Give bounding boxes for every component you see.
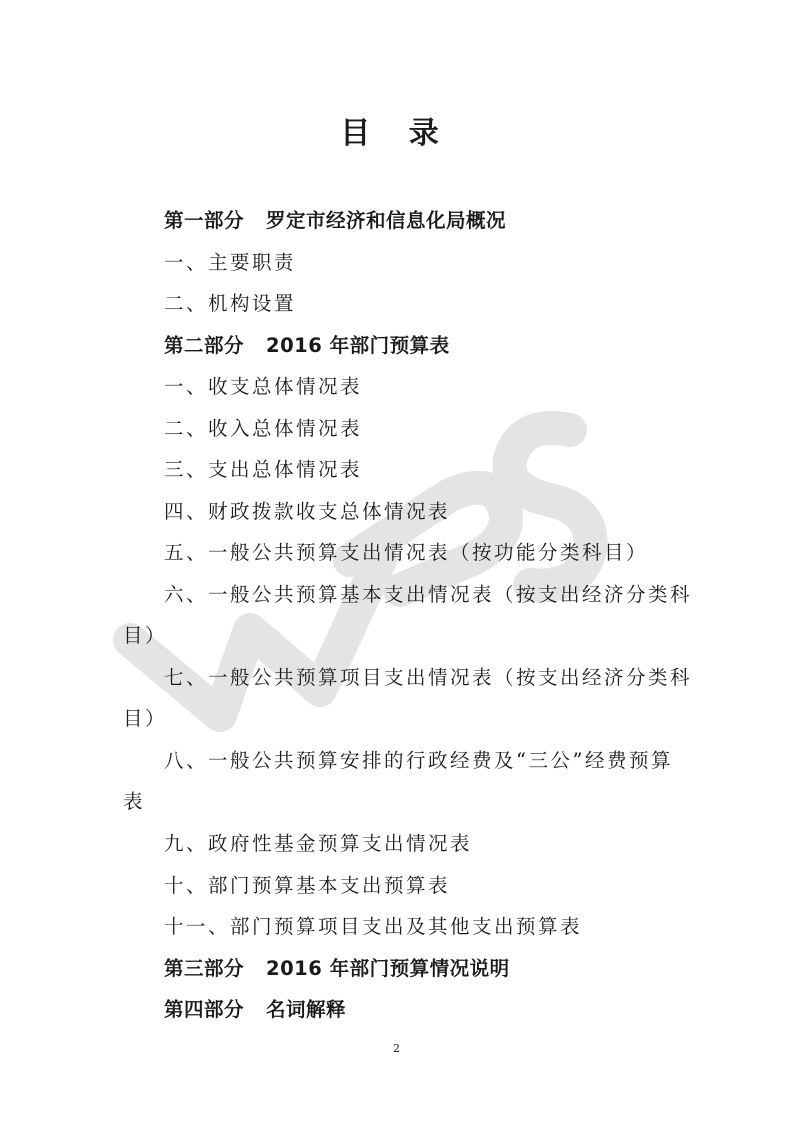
toc-part-4[interactable] xyxy=(164,996,346,1024)
page-title: 目 录 xyxy=(340,116,453,151)
toc-item[interactable]: 四、财政拨款收支总体情况表 xyxy=(164,500,451,523)
part-title: 名词解释 xyxy=(266,998,347,1021)
toc-item[interactable]: 六、一般公共预算基本支出情况表（按支出经济分类科 xyxy=(164,583,693,606)
toc-item[interactable]: 一、收支总体情况表 xyxy=(164,375,363,398)
toc-item[interactable]: 十、部门预算基本支出预算表 xyxy=(164,874,451,897)
part-label: 第四部分 xyxy=(164,998,245,1021)
toc-item[interactable]: 十一、部门预算项目支出及其他支出预算表 xyxy=(164,915,583,938)
toc-item-continuation[interactable]: 表 xyxy=(123,790,146,813)
toc-item[interactable]: 七、一般公共预算项目支出情况表（按支出经济分类科 xyxy=(164,666,693,689)
part-title: 罗定市经济和信息化局概况 xyxy=(266,209,507,232)
toc-item[interactable]: 三、支出总体情况表 xyxy=(164,458,363,481)
page-number: 2 xyxy=(393,1042,400,1055)
wps-watermark-icon xyxy=(100,390,660,750)
part-label: 第三部分 xyxy=(164,957,245,980)
toc-item-continuation[interactable]: 目） xyxy=(123,707,168,730)
part-title: 2016 年部门预算表 xyxy=(266,334,450,357)
part-label: 第二部分 xyxy=(164,334,245,357)
toc-item[interactable]: 五、一般公共预算支出情况表（按功能分类科目） xyxy=(164,541,649,564)
toc-part-2[interactable] xyxy=(164,332,450,360)
part-title: 2016 年部门预算情况说明 xyxy=(266,957,510,980)
toc-item[interactable]: 九、政府性基金预算支出情况表 xyxy=(164,832,473,855)
toc-part-1[interactable] xyxy=(164,207,506,235)
toc-part-3[interactable] xyxy=(164,955,510,983)
toc-item[interactable]: 二、收入总体情况表 xyxy=(164,417,363,440)
part-label: 第一部分 xyxy=(164,209,245,232)
toc-item[interactable]: 八、一般公共预算安排的行政经费及“三公”经费预算 xyxy=(164,749,673,772)
toc-item[interactable]: 一、主要职责 xyxy=(164,251,297,274)
toc-item-continuation[interactable]: 目） xyxy=(123,624,168,647)
toc-item[interactable]: 二、机构设置 xyxy=(164,292,297,315)
